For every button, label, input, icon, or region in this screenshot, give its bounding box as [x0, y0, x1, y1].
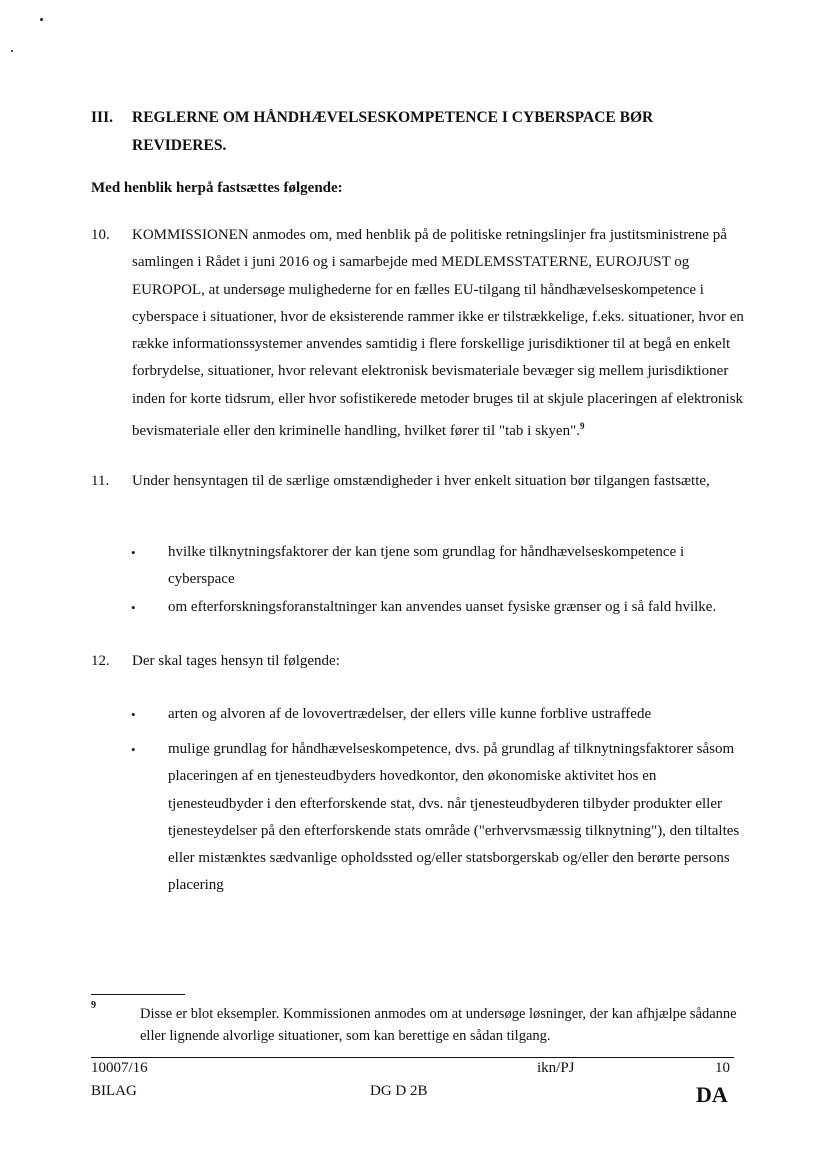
annex-label: BILAG — [91, 1083, 137, 1099]
bullet-text: arten og alvoren af de lovovertrædelser, der ellers ville kunne forblive ustraffede — [168, 706, 652, 722]
author-initials: ikn/PJ — [537, 1060, 575, 1076]
paragraph-text: Der skal tages hensyn til følgende: — [132, 653, 340, 669]
intro-line: Med henblik herpå fastsættes følgende: — [91, 180, 343, 196]
scan-speck — [11, 50, 13, 52]
bullet-text: mulige grundlag for håndhævelseskompetence, dvs. på grundlag af tilknytningsfaktorer såsom placeringen af en tjenesteudbyders hovedkontor, den økonomiske aktivitet hos en tjenesteudbyder i den efterforskende stat, dvs. når tjenesteudbyderen tilbyder produkter eller tjenesteydelser på den efterforskende stats område ("erhvervsmæssig tilknytning"), den tiltaltes eller mistænktes sædvanlige opholdssted og/eller statsborgerskab og/eller den berørte persons placering — [168, 741, 740, 894]
bullet-icon: • — [131, 742, 136, 757]
paragraph-number: 12. — [91, 653, 110, 669]
paragraph-text: KOMMISSIONEN anmodes om, med henblik på de politiske retningslinjer fra justitsministrene på samlingen i Rådet i juni 2016 og i samarbejde med MEDLEMSSTATERNE, EUROJUST og EUROPOL, at undersøge mulighederne for en fælles EU-tilgang til håndhævelseskompetence i cyberspace i situationer, hvor de eksisterende rammer ikke er tilstrækkelige, f.eks. situationer, hvor en række informationssystemer anvendes samtidig i flere forskellige jurisdiktioner til at begå en enkelt forbrydelse, situationer, hvor relevant elektronisk bevismateriale bevæger sig mellem jurisdiktioner inden for korte tidsrum, eller hvor sofistikerede metoder bruges til at skjule placeringen af elektronisk bevismateriale eller den kriminelle handling, hvilket fører til "tab i skyen".$^9$ — [132, 227, 744, 440]
bullet-icon: • — [131, 600, 136, 615]
paragraph-number: 10. — [91, 227, 110, 243]
footnote-text: Disse er blot eksempler. Kommissionen anmodes om at undersøge løsninger, der kan afhjælpe sådanne eller lignende alvorlige situationer, som kan berettige en sådan tilgang. — [140, 1006, 737, 1044]
directorate-code: DG D 2B — [370, 1083, 428, 1099]
footnote-reference[interactable]: 9 — [579, 421, 585, 432]
paragraph-number: 11. — [91, 473, 110, 489]
bullet-text: om efterforskningsforanstaltninger kan anvendes uanset fysiske grænser og i så fald hvilke. — [168, 599, 717, 615]
document-number: 10007/16 — [91, 1060, 148, 1076]
paragraph-text: Under hensyntagen til de særlige omstændigheder i hver enkelt situation bør tilgangen fastsætte, — [132, 473, 710, 489]
section-number: III. — [91, 109, 113, 126]
language-code: DA — [696, 1082, 728, 1107]
page-number: 10 — [715, 1060, 730, 1076]
footnote-number: 9 — [91, 1000, 96, 1011]
scan-speck — [40, 18, 43, 21]
footnote-separator — [91, 994, 185, 995]
section-title: REGLERNE OM HÅNDHÆVELSESKOMPETENCE I CYBERSPACE BØR REVIDERES. — [132, 109, 654, 154]
bullet-text: hvilke tilknytningsfaktorer der kan tjene som grundlag for håndhævelseskompetence i cyberspace — [168, 544, 685, 588]
bullet-icon: • — [131, 707, 136, 722]
bullet-icon: • — [131, 545, 136, 560]
footer-separator — [91, 1057, 734, 1058]
